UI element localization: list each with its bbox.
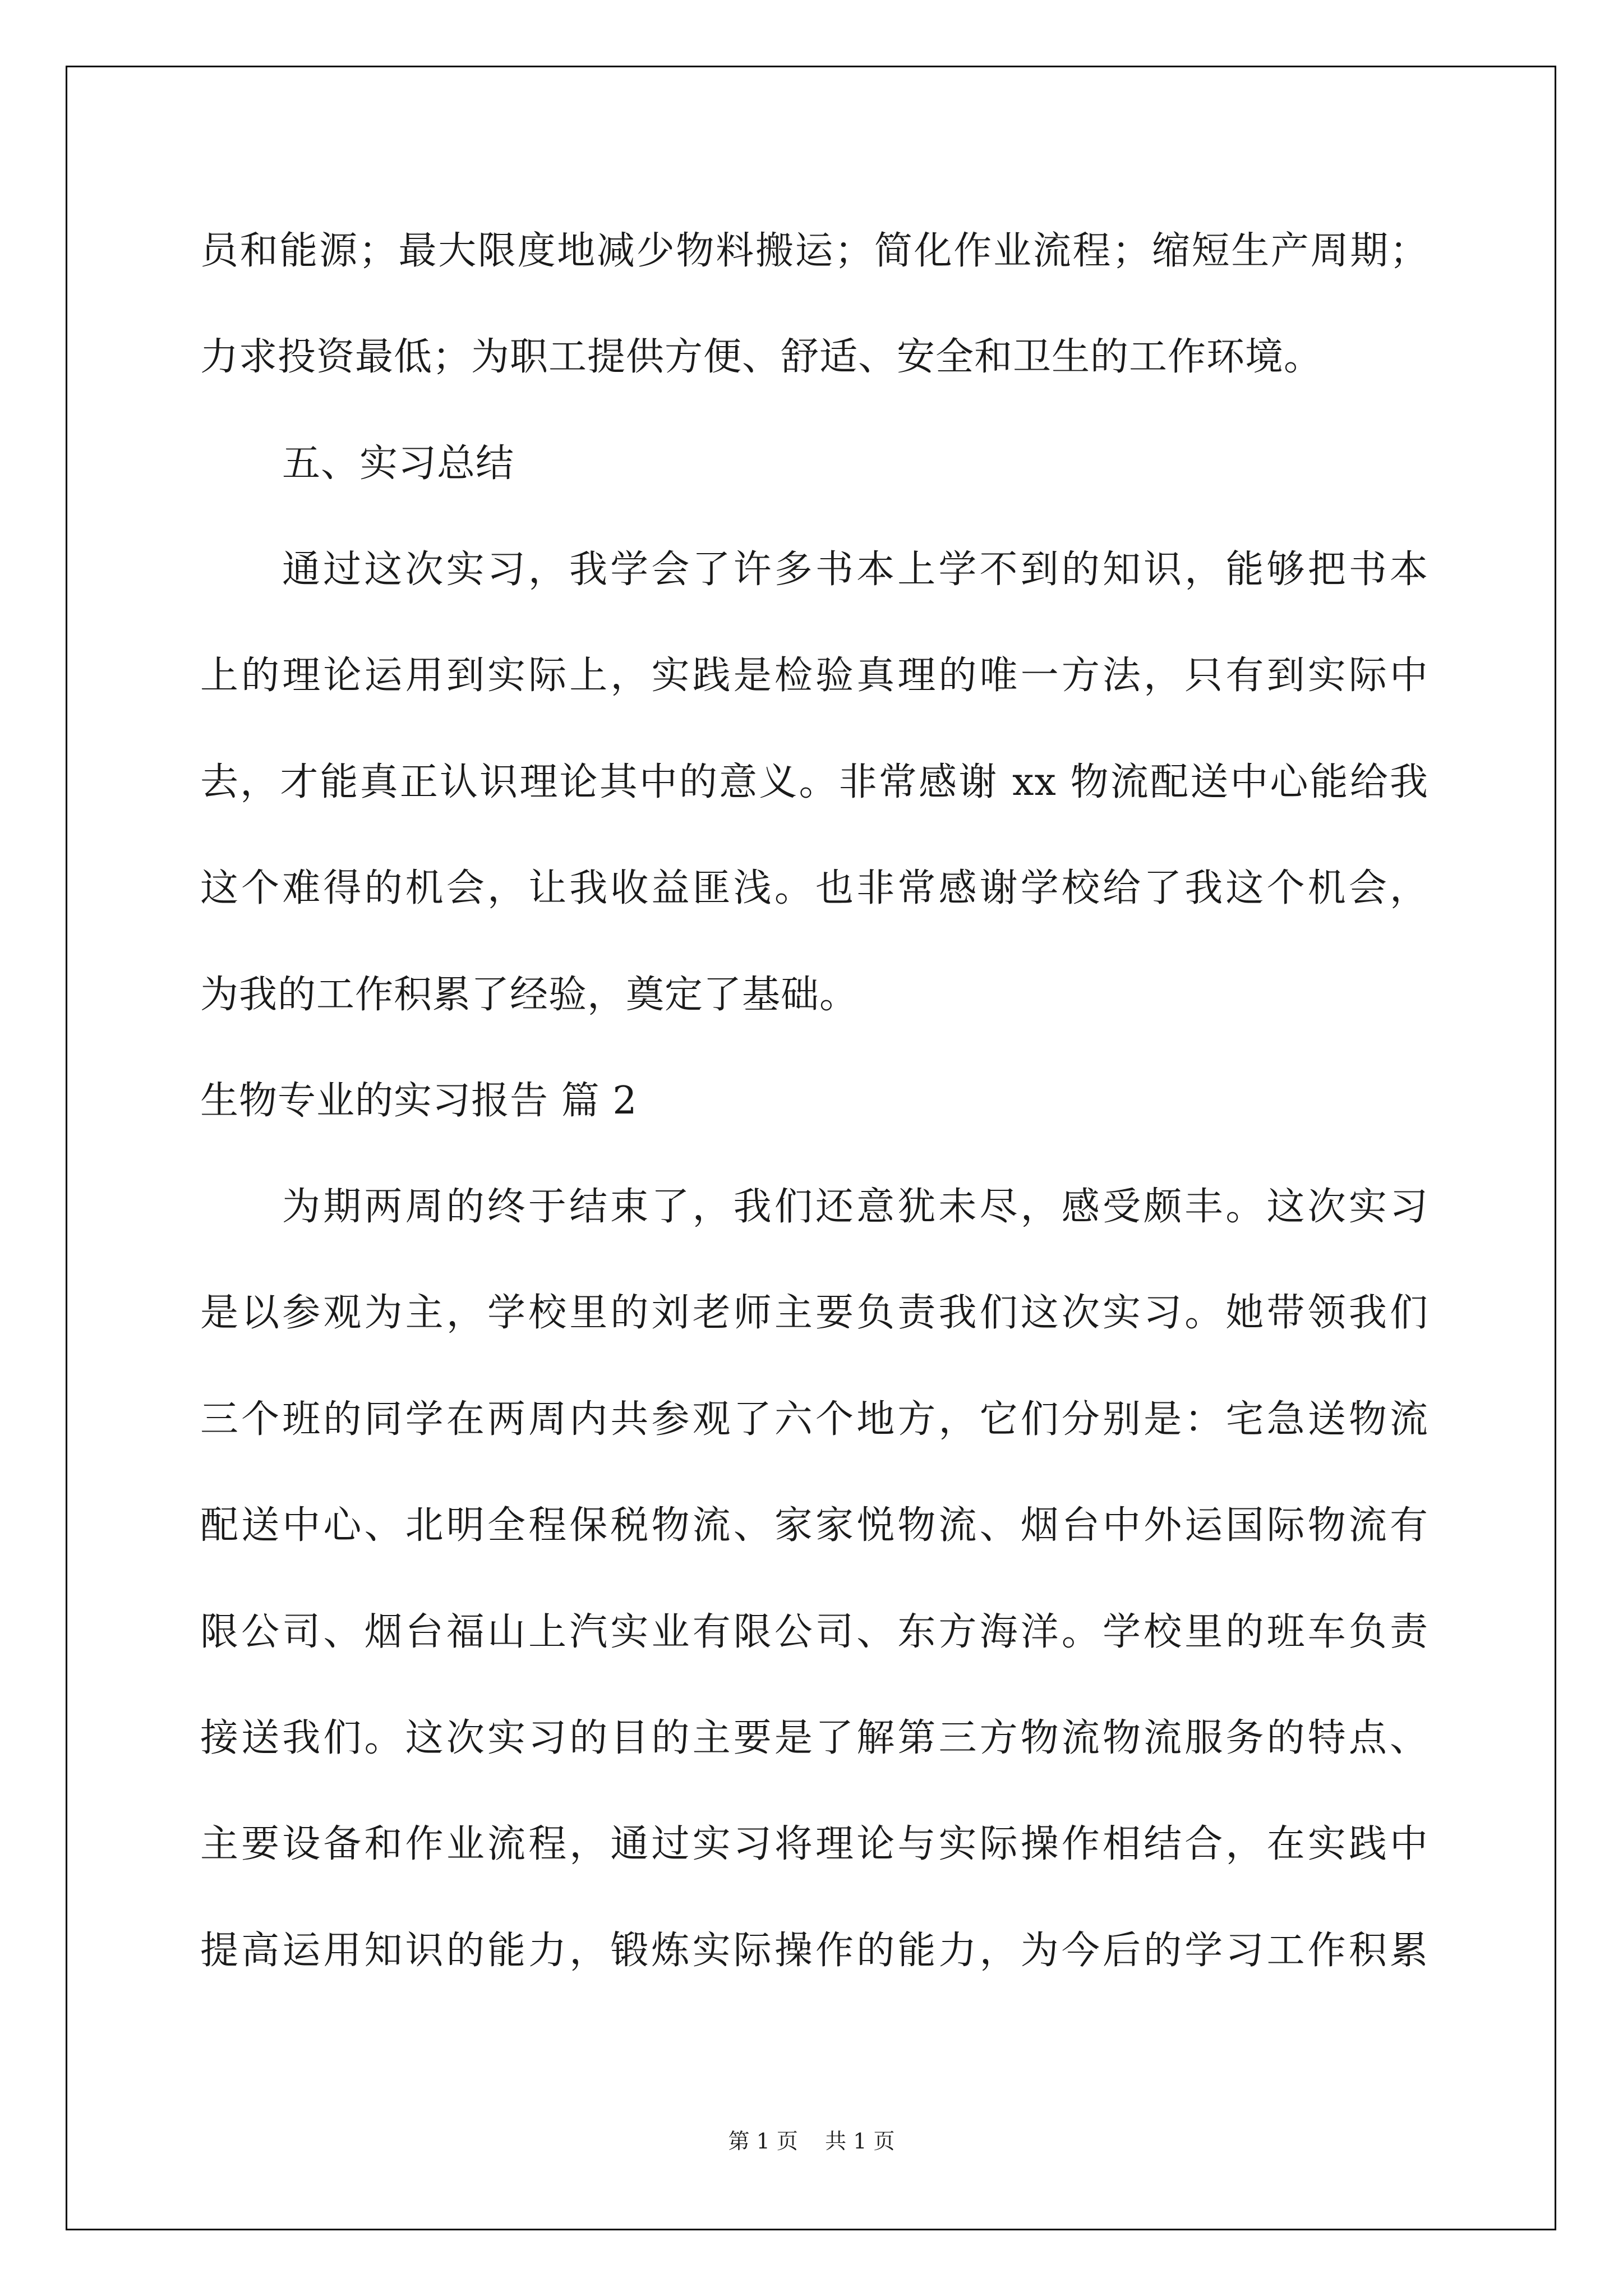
body-line-1: 员和能源；最大限度地减少物料搬运；简化作业流程；缩短生产周期； [200, 229, 1428, 273]
page-border [66, 66, 1556, 2230]
body-line-16: 主要设备和作业流程，通过实习将理论与实际操作相结合，在实践中 [200, 1822, 1428, 1866]
section-heading-summary: 五、实习总结 [282, 441, 515, 486]
body-line-2: 力求投资最低；为职工提供方便、舒适、安全和卫生的工作环境。 [200, 335, 1323, 379]
body-line-15: 接送我们。这次实习的目的主要是了解第三方物流物流服务的特点、 [200, 1716, 1428, 1760]
body-line-13: 配送中心、北明全程保税物流、家家悦物流、烟台中外运国际物流有 [200, 1503, 1428, 1548]
body-line-11: 是以参观为主，学校里的刘老师主要负责我们这次实习。她带领我们 [200, 1291, 1428, 1335]
body-line-5: 上的理论运用到实际上，实践是检验真理的唯一方法，只有到实际中 [200, 654, 1428, 698]
body-line-6: 去，才能真正认识理论其中的意义。非常感谢 xx 物流配送中心能给我 [200, 760, 1428, 804]
body-line-10: 为期两周的终于结束了，我们还意犹未尽，感受颇丰。这次实习 [282, 1185, 1428, 1229]
body-line-17: 提高运用知识的能力，锻炼实际操作的能力，为今后的学习工作积累 [200, 1929, 1428, 1973]
body-line-4: 通过这次实习，我学会了许多书本上学不到的知识，能够把书本 [282, 547, 1428, 592]
article-title-part-2: 生物专业的实习报告 篇 2 [200, 1079, 638, 1123]
body-line-12: 三个班的同学在两周内共参观了六个地方，它们分别是：宅急送物流 [200, 1397, 1428, 1442]
body-line-7: 这个难得的机会，让我收益匪浅。也非常感谢学校给了我这个机会， [200, 866, 1428, 910]
page-number-footer: 第 1 页 共 1 页 [728, 2129, 895, 2154]
body-line-8: 为我的工作积累了经验，奠定了基础。 [200, 973, 859, 1017]
body-line-14: 限公司、烟台福山上汽实业有限公司、东方海洋。学校里的班车负责 [200, 1610, 1428, 1654]
